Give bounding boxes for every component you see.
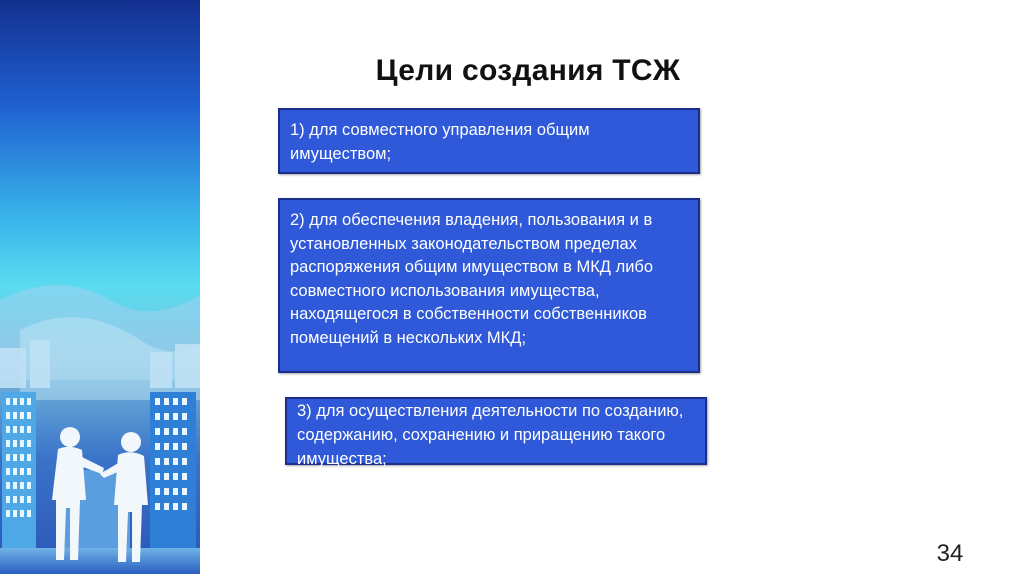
slide-title: Цели создания ТСЖ	[375, 54, 681, 87]
goal-box-3: 3) для осуществления деятельности по созданию, содержанию, сохранению и приращению такого имущества;	[285, 397, 707, 465]
goal-box-2: 2) для обеспечения владения, пользования и в установленных законодательством пределах распоряжения общим имуществом в МКД либо совместного использования имущества, находящегося в собственности собственников помещений в нескольких МКД;	[278, 198, 700, 373]
sidebar-illustration	[0, 0, 200, 574]
goal-box-1: 1) для совместного управления общим имуществом;	[278, 108, 700, 174]
page-number: 34	[936, 540, 964, 567]
